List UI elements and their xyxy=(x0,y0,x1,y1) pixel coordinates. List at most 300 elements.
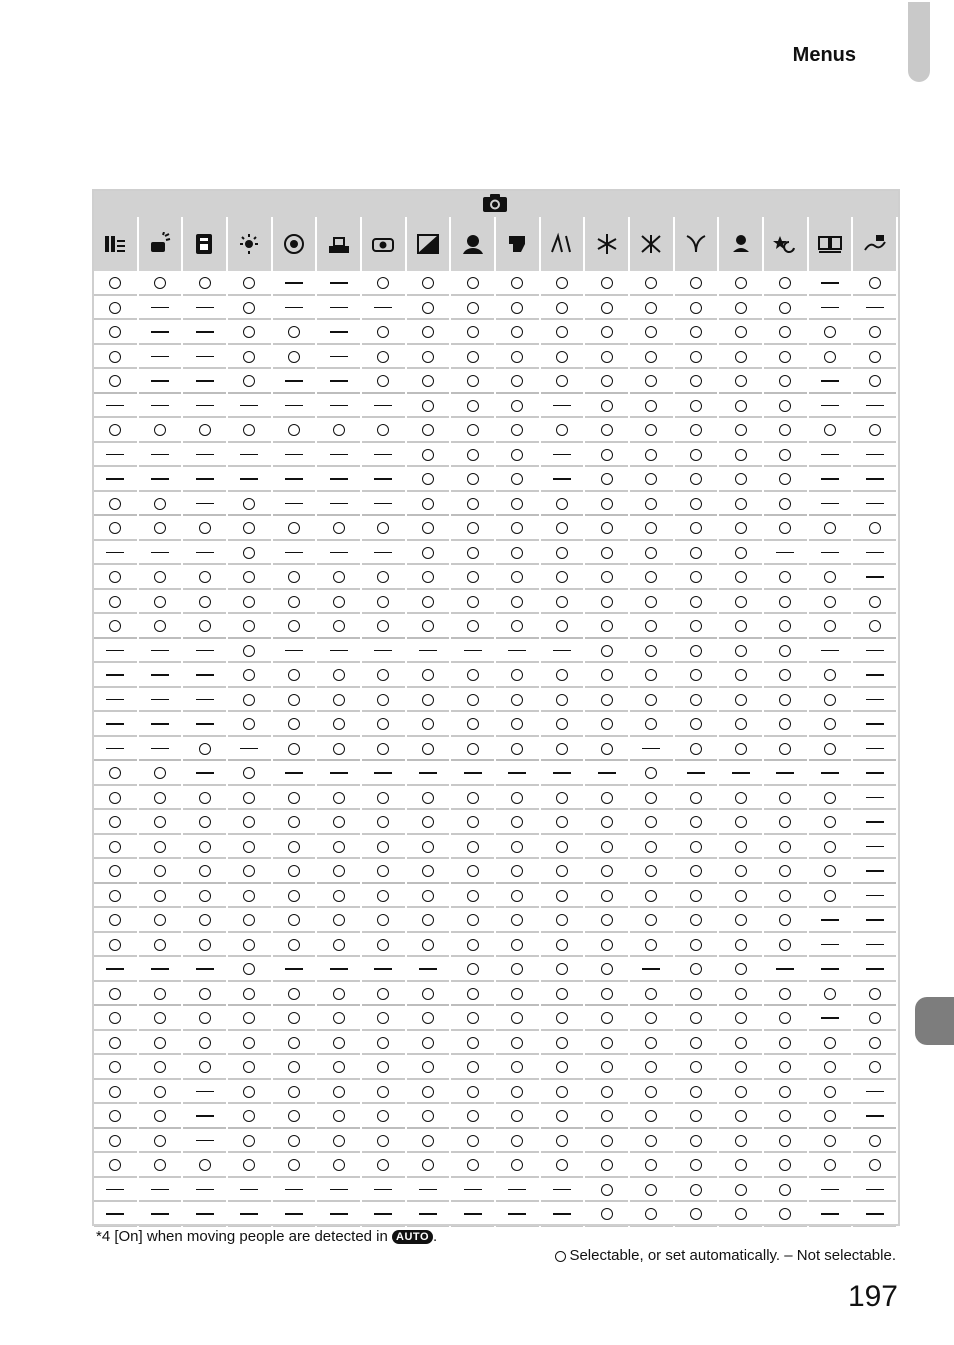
not-selectable-mark xyxy=(151,1189,169,1191)
table-cell xyxy=(719,884,762,909)
not-selectable-mark xyxy=(196,968,214,970)
table-cell xyxy=(94,590,137,615)
not-selectable-mark xyxy=(151,380,169,382)
table-cell xyxy=(273,859,316,884)
table-cell xyxy=(362,982,405,1007)
table-cell xyxy=(407,565,450,590)
selectable-mark xyxy=(467,571,479,583)
table-cell xyxy=(809,1104,852,1129)
selectable-mark xyxy=(467,1086,479,1098)
selectable-mark xyxy=(377,326,389,338)
selectable-mark xyxy=(824,620,836,632)
not-selectable-mark xyxy=(642,748,660,750)
table-row xyxy=(94,271,896,296)
table-cell xyxy=(451,761,494,786)
selectable-mark xyxy=(288,1012,300,1024)
table-cell xyxy=(853,516,896,541)
table-cell xyxy=(496,394,539,419)
table-cell xyxy=(496,933,539,958)
table-cell xyxy=(719,663,762,688)
table-cell xyxy=(407,957,450,982)
selectable-mark xyxy=(422,424,434,436)
not-selectable-mark xyxy=(151,1213,169,1215)
not-selectable-mark xyxy=(196,454,214,456)
table-cell xyxy=(451,737,494,762)
selectable-mark xyxy=(511,326,523,338)
table-cell xyxy=(853,982,896,1007)
selectable-mark xyxy=(735,424,747,436)
table-cell xyxy=(585,786,628,811)
table-cell xyxy=(630,1055,673,1080)
selectable-mark xyxy=(824,1159,836,1171)
selectable-mark xyxy=(690,449,702,461)
table-cell xyxy=(451,835,494,860)
table-row xyxy=(94,614,896,639)
selectable-mark xyxy=(690,963,702,975)
selectable-mark xyxy=(556,988,568,1000)
selectable-mark xyxy=(735,498,747,510)
selectable-mark xyxy=(288,522,300,534)
table-cell xyxy=(139,541,182,566)
table-cell xyxy=(809,933,852,958)
table-cell xyxy=(94,418,137,443)
table-cell xyxy=(675,271,718,296)
not-selectable-mark xyxy=(866,748,884,750)
table-cell xyxy=(675,712,718,737)
selectable-mark xyxy=(779,1184,791,1196)
table-cell xyxy=(630,663,673,688)
selectable-mark xyxy=(333,424,345,436)
table-cell xyxy=(496,271,539,296)
table-cell xyxy=(273,1153,316,1178)
table-cell xyxy=(809,1080,852,1105)
selectable-mark xyxy=(288,914,300,926)
selectable-mark xyxy=(645,277,657,289)
table-cell xyxy=(228,394,271,419)
table-cell xyxy=(541,492,584,517)
table-cell xyxy=(317,835,360,860)
not-selectable-mark xyxy=(106,699,124,701)
selectable-mark xyxy=(422,792,434,804)
table-cell xyxy=(541,467,584,492)
table-cell xyxy=(630,492,673,517)
table-cell xyxy=(675,982,718,1007)
selectable-mark xyxy=(511,890,523,902)
selectable-mark xyxy=(735,449,747,461)
selectable-mark xyxy=(779,351,791,363)
selectable-mark xyxy=(467,424,479,436)
selectable-mark xyxy=(467,522,479,534)
selectable-mark xyxy=(690,743,702,755)
selectable-mark xyxy=(779,988,791,1000)
table-cell xyxy=(809,614,852,639)
selectable-mark xyxy=(333,1012,345,1024)
not-selectable-mark xyxy=(196,699,214,701)
table-cell xyxy=(630,712,673,737)
selectable-mark xyxy=(377,841,389,853)
selectable-mark xyxy=(377,718,389,730)
table-cell xyxy=(407,663,450,688)
table-cell xyxy=(317,663,360,688)
not-selectable-mark xyxy=(196,405,214,407)
table-cell xyxy=(228,1202,271,1227)
selectable-mark xyxy=(779,718,791,730)
table-cell xyxy=(719,1104,762,1129)
selectable-mark xyxy=(556,522,568,534)
mode-column-header xyxy=(407,217,450,271)
selectable-mark xyxy=(690,375,702,387)
miniature-effect-icon xyxy=(326,232,352,256)
table-cell xyxy=(719,492,762,517)
selectable-mark xyxy=(645,865,657,877)
footnote-text: *4 [On] when moving people are detected in xyxy=(96,1228,393,1245)
selectable-mark xyxy=(109,1061,121,1073)
not-selectable-mark xyxy=(508,650,526,652)
selectable-mark xyxy=(288,1135,300,1147)
table-cell xyxy=(541,908,584,933)
selectable-mark xyxy=(869,596,881,608)
selectable-mark xyxy=(422,816,434,828)
table-cell xyxy=(451,957,494,982)
selectable-mark xyxy=(511,816,523,828)
selectable-mark xyxy=(109,841,121,853)
selectable-mark xyxy=(556,571,568,583)
selectable-mark xyxy=(109,302,121,314)
table-cell xyxy=(496,614,539,639)
selectable-mark xyxy=(109,1135,121,1147)
table-cell xyxy=(809,271,852,296)
selectable-mark xyxy=(690,620,702,632)
not-selectable-mark xyxy=(285,1213,303,1215)
table-cell xyxy=(630,1129,673,1154)
table-cell xyxy=(273,884,316,909)
table-cell xyxy=(139,1055,182,1080)
selectable-mark xyxy=(467,1135,479,1147)
table-cell xyxy=(362,541,405,566)
selectable-mark xyxy=(511,718,523,730)
table-cell xyxy=(183,271,226,296)
selectable-mark xyxy=(824,1037,836,1049)
not-selectable-mark xyxy=(196,478,214,480)
table-cell xyxy=(541,688,584,713)
selectable-mark xyxy=(288,792,300,804)
selectable-mark xyxy=(109,277,121,289)
selectable-mark xyxy=(645,326,657,338)
table-cell xyxy=(719,1031,762,1056)
selectable-mark xyxy=(735,890,747,902)
table-cell xyxy=(809,296,852,321)
table-cell xyxy=(183,786,226,811)
table-cell xyxy=(94,663,137,688)
table-cell xyxy=(273,712,316,737)
mode-column-header xyxy=(675,217,718,271)
table-cell xyxy=(407,467,450,492)
selectable-mark xyxy=(511,302,523,314)
selectable-mark xyxy=(601,816,613,828)
selectable-mark xyxy=(779,939,791,951)
selectable-mark xyxy=(824,988,836,1000)
selectable-mark xyxy=(154,841,166,853)
selectable-mark xyxy=(154,1135,166,1147)
table-cell xyxy=(675,614,718,639)
selectable-mark xyxy=(601,302,613,314)
table-cell xyxy=(228,1055,271,1080)
selectable-mark xyxy=(422,473,434,485)
table-cell xyxy=(94,467,137,492)
not-selectable-mark xyxy=(285,380,303,382)
table-cell xyxy=(764,810,807,835)
table-cell xyxy=(407,1006,450,1031)
table-cell xyxy=(719,982,762,1007)
table-cell xyxy=(853,712,896,737)
not-selectable-mark xyxy=(866,723,884,725)
table-cell xyxy=(451,614,494,639)
selectable-mark xyxy=(199,865,211,877)
table-cell xyxy=(630,1153,673,1178)
selectable-mark xyxy=(422,400,434,412)
table-cell xyxy=(228,859,271,884)
not-selectable-mark xyxy=(821,1213,839,1215)
not-selectable-mark xyxy=(196,380,214,382)
not-selectable-mark xyxy=(196,772,214,774)
table-cell xyxy=(228,688,271,713)
table-cell xyxy=(585,859,628,884)
selectable-mark xyxy=(199,816,211,828)
table-cell xyxy=(764,1202,807,1227)
selectable-mark xyxy=(467,988,479,1000)
table-cell xyxy=(764,443,807,468)
table-cell xyxy=(675,1055,718,1080)
not-selectable-mark xyxy=(821,454,839,456)
selectable-mark xyxy=(243,424,255,436)
table-cell xyxy=(407,859,450,884)
table-cell xyxy=(183,1129,226,1154)
not-selectable-mark xyxy=(866,405,884,407)
color-accent-swap-icon xyxy=(549,232,575,256)
selectable-mark xyxy=(645,400,657,412)
table-cell xyxy=(94,369,137,394)
selectable-mark xyxy=(109,1086,121,1098)
table-cell xyxy=(273,418,316,443)
mode-column-header xyxy=(630,217,673,271)
selectable-mark xyxy=(243,498,255,510)
table-cell xyxy=(139,443,182,468)
selectable-mark xyxy=(869,424,881,436)
table-cell xyxy=(675,418,718,443)
selectable-mark xyxy=(288,816,300,828)
table-cell xyxy=(139,982,182,1007)
selectable-mark xyxy=(601,718,613,730)
selectable-mark xyxy=(333,1086,345,1098)
table-cell xyxy=(228,418,271,443)
not-selectable-mark xyxy=(240,1189,258,1191)
table-cell xyxy=(407,712,450,737)
not-selectable-mark xyxy=(285,772,303,774)
table-cell xyxy=(630,884,673,909)
table-cell xyxy=(764,688,807,713)
selectable-mark xyxy=(422,1061,434,1073)
selectable-mark xyxy=(333,571,345,583)
table-cell xyxy=(630,933,673,958)
selectable-mark xyxy=(779,1159,791,1171)
not-selectable-mark xyxy=(374,968,392,970)
selectable-mark xyxy=(377,375,389,387)
table-cell xyxy=(183,320,226,345)
table-cell xyxy=(585,982,628,1007)
table-cell xyxy=(139,737,182,762)
selectable-mark xyxy=(779,1110,791,1122)
not-selectable-mark xyxy=(151,968,169,970)
selectable-mark xyxy=(601,963,613,975)
table-cell xyxy=(853,565,896,590)
selectable-mark xyxy=(467,400,479,412)
selectable-mark xyxy=(109,620,121,632)
selectable-mark xyxy=(556,1110,568,1122)
table-row xyxy=(94,1178,896,1203)
table-cell xyxy=(630,1080,673,1105)
selectable-mark xyxy=(467,890,479,902)
table-cell xyxy=(496,1129,539,1154)
table-cell xyxy=(407,418,450,443)
table-cell xyxy=(675,296,718,321)
selectable-mark xyxy=(333,620,345,632)
table-row xyxy=(94,982,896,1007)
table-cell xyxy=(719,467,762,492)
selectable-mark xyxy=(377,351,389,363)
table-cell xyxy=(317,1006,360,1031)
table-cell xyxy=(183,761,226,786)
table-cell xyxy=(496,320,539,345)
table-cell xyxy=(630,737,673,762)
mode-column-header xyxy=(541,217,584,271)
table-cell xyxy=(809,1202,852,1227)
table-cell xyxy=(675,1104,718,1129)
selectable-mark xyxy=(109,1159,121,1171)
selectable-mark xyxy=(779,865,791,877)
table-cell xyxy=(630,271,673,296)
table-cell xyxy=(407,810,450,835)
table-cell xyxy=(809,737,852,762)
table-cell xyxy=(541,418,584,443)
table-cell xyxy=(362,884,405,909)
selectable-mark xyxy=(377,988,389,1000)
table-cell xyxy=(407,296,450,321)
table-cell xyxy=(183,516,226,541)
table-cell xyxy=(362,1006,405,1031)
table-cell xyxy=(675,541,718,566)
selectable-mark xyxy=(467,694,479,706)
table-cell xyxy=(675,810,718,835)
table-cell xyxy=(853,957,896,982)
table-cell xyxy=(675,908,718,933)
table-row xyxy=(94,1129,896,1154)
selectable-mark xyxy=(109,571,121,583)
table-cell xyxy=(228,320,271,345)
selectable-mark xyxy=(243,767,255,779)
table-cell xyxy=(139,859,182,884)
table-cell xyxy=(853,908,896,933)
table-cell xyxy=(764,1178,807,1203)
page-number: 197 xyxy=(847,1280,898,1313)
table-cell xyxy=(675,737,718,762)
table-cell xyxy=(764,1006,807,1031)
table-cell xyxy=(630,810,673,835)
table-cell xyxy=(94,1080,137,1105)
table-cell xyxy=(139,369,182,394)
table-cell xyxy=(809,663,852,688)
table-cell xyxy=(541,369,584,394)
table-cell xyxy=(853,1006,896,1031)
selectable-mark xyxy=(243,620,255,632)
table-cell xyxy=(407,1178,450,1203)
table-cell xyxy=(719,590,762,615)
table-cell xyxy=(273,369,316,394)
selectable-mark xyxy=(601,375,613,387)
table-cell xyxy=(853,492,896,517)
table-cell xyxy=(94,394,137,419)
movie-digest-icon xyxy=(192,232,218,256)
selectable-mark xyxy=(288,1159,300,1171)
selectable-mark xyxy=(824,1135,836,1147)
table-row xyxy=(94,541,896,566)
table-cell xyxy=(585,1129,628,1154)
not-selectable-mark xyxy=(508,772,526,774)
foliage-icon xyxy=(683,232,709,256)
table-cell xyxy=(541,1178,584,1203)
low-light-icon xyxy=(236,232,262,256)
selectable-mark xyxy=(869,620,881,632)
table-cell xyxy=(496,1202,539,1227)
table-cell xyxy=(853,394,896,419)
selectable-mark xyxy=(824,596,836,608)
table-cell xyxy=(496,663,539,688)
table-cell xyxy=(317,933,360,958)
fireworks-icon xyxy=(638,232,664,256)
table-cell xyxy=(139,1104,182,1129)
selectable-mark xyxy=(601,669,613,681)
table-cell xyxy=(764,492,807,517)
table-cell xyxy=(362,957,405,982)
table-cell xyxy=(94,859,137,884)
not-selectable-mark xyxy=(821,405,839,407)
selectable-mark xyxy=(779,694,791,706)
table-cell xyxy=(541,516,584,541)
table-cell xyxy=(362,467,405,492)
not-selectable-mark xyxy=(330,380,348,382)
selectable-mark xyxy=(645,1061,657,1073)
table-cell xyxy=(853,320,896,345)
table-cell xyxy=(630,369,673,394)
table-cell xyxy=(675,443,718,468)
not-selectable-mark xyxy=(285,454,303,456)
table-cell xyxy=(541,810,584,835)
selectable-mark xyxy=(645,498,657,510)
table-cell xyxy=(809,1031,852,1056)
not-selectable-mark xyxy=(374,552,392,554)
selectable-mark xyxy=(601,792,613,804)
selectable-mark xyxy=(154,1086,166,1098)
table-cell xyxy=(228,590,271,615)
table-cell xyxy=(451,394,494,419)
table-cell xyxy=(139,639,182,664)
not-selectable-mark xyxy=(866,699,884,701)
table-cell xyxy=(541,835,584,860)
table-cell xyxy=(94,1031,137,1056)
table-cell xyxy=(183,296,226,321)
selectable-mark xyxy=(869,1037,881,1049)
selectable-mark xyxy=(288,939,300,951)
table-cell xyxy=(407,1153,450,1178)
